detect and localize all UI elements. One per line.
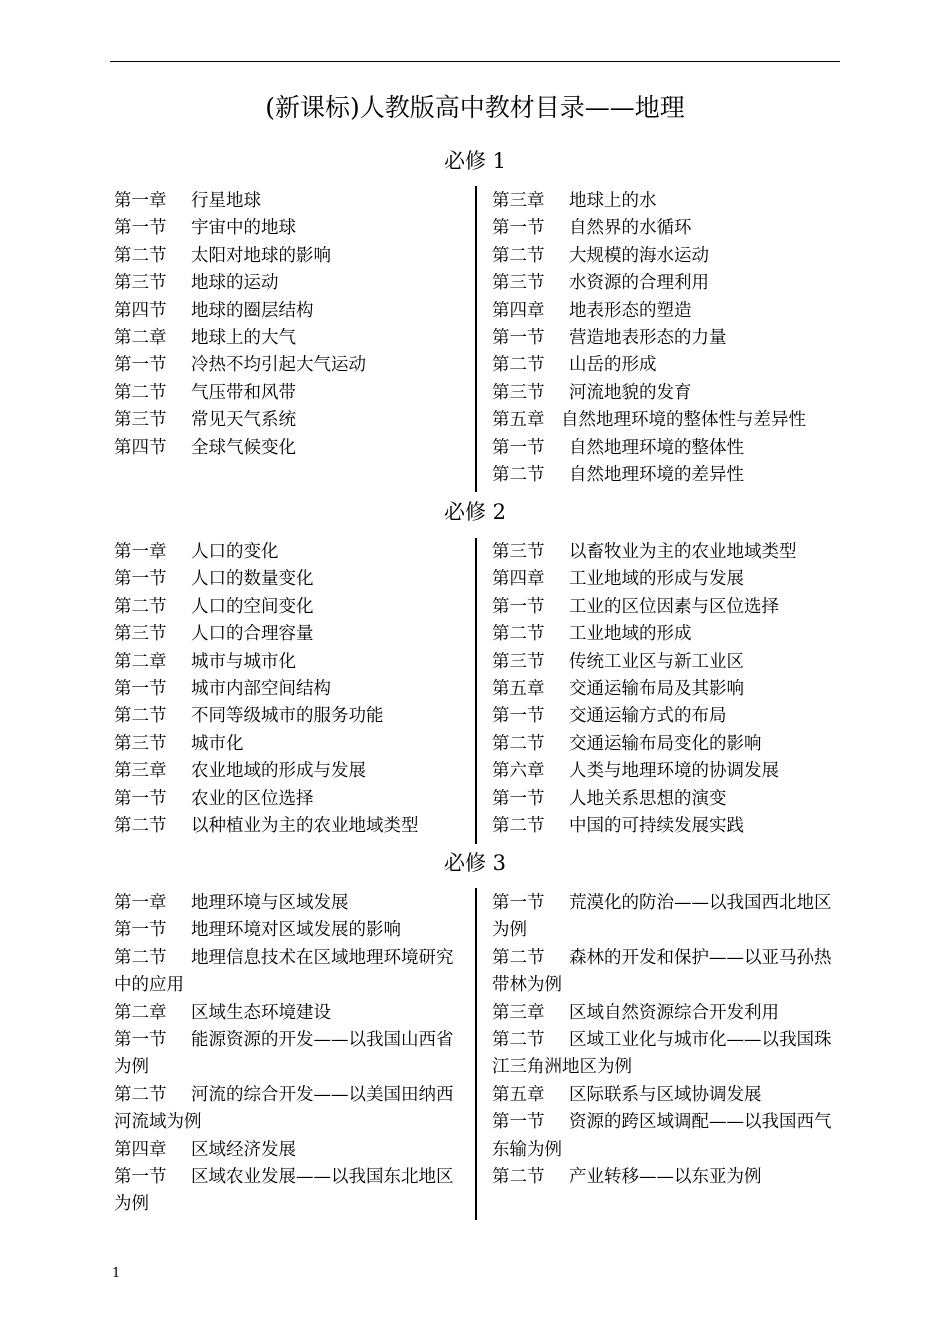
toc-entry: 第三节 传统工业区与新工业区 bbox=[492, 651, 744, 672]
header-rule bbox=[110, 61, 840, 62]
toc-entry: 第一章 地理环境与区域发展 bbox=[114, 893, 349, 913]
toc-entry: 第五章 自然地理环境的整体性与差异性 bbox=[492, 410, 806, 431]
toc-entry: 第四章 区域经济发展 bbox=[114, 1139, 296, 1160]
toc-entry: 第一章 人口的变化 bbox=[114, 542, 279, 562]
toc-entry: 第一节 农业的区位选择 bbox=[114, 788, 314, 809]
toc-entry: 第三节 地球的运动 bbox=[114, 273, 279, 294]
section-3-right-column bbox=[492, 890, 838, 1191]
toc-entry: 第一节 荒漠化的防治——以我国西北地区为例 bbox=[492, 893, 832, 941]
toc-entry: 第二章 地球上的大气 bbox=[114, 328, 296, 349]
toc-entry: 第二节 以种植业为主的农业地域类型 bbox=[114, 816, 419, 837]
toc-entry: 第一节 人口的数量变化 bbox=[114, 569, 314, 590]
toc-entry: 第二节 森林的开发和保护——以亚马孙热带林为例 bbox=[492, 947, 832, 996]
toc-entry: 第六章 人类与地理环境的协调发展 bbox=[492, 761, 779, 782]
toc-entry: 第二节 气压带和风带 bbox=[114, 382, 296, 403]
toc-entry: 第一节 冷热不均引起大气运动 bbox=[114, 355, 366, 376]
toc-entry: 第二节 交通运输布局变化的影响 bbox=[492, 733, 762, 754]
toc-entry: 第二节 不同等级城市的服务功能 bbox=[114, 706, 384, 727]
section-heading-1: 必修 1 bbox=[443, 149, 507, 173]
toc-entry: 第五章 区际联系与区域协调发展 bbox=[492, 1084, 762, 1105]
toc-entry: 第五章 交通运输布局及其影响 bbox=[492, 679, 744, 700]
section-3-left-column bbox=[114, 890, 460, 1219]
toc-entry: 第一节 营造地表形态的力量 bbox=[492, 328, 727, 349]
toc-entry: 第二节 地理信息技术在区域地理环境研究中的应用 bbox=[114, 947, 454, 996]
toc-entry: 第三章 区域自然资源综合开发利用 bbox=[492, 1002, 779, 1023]
toc-entry: 第二章 城市与城市化 bbox=[114, 651, 296, 672]
toc-entry: 第一节 能源资源的开发——以我国山西省为例 bbox=[114, 1030, 454, 1078]
toc-entry: 第三节 城市化 bbox=[114, 733, 244, 754]
toc-entry: 第四节 全球气候变化 bbox=[114, 437, 296, 458]
toc-entry: 第三节 以畜牧业为主的农业地域类型 bbox=[492, 542, 797, 562]
toc-entry: 第一节 自然界的水循环 bbox=[492, 218, 692, 239]
toc-entry: 第一节 城市内部空间结构 bbox=[114, 679, 331, 700]
toc-entry: 第二节 工业地域的形成 bbox=[492, 624, 692, 645]
toc-entry: 第四章 地表形态的塑造 bbox=[492, 300, 692, 321]
toc-entry: 第二节 人口的空间变化 bbox=[114, 596, 314, 617]
toc-entry: 第二章 区域生态环境建设 bbox=[114, 1002, 331, 1023]
section-heading-3: 必修 3 bbox=[443, 851, 507, 875]
section-2-left-column bbox=[114, 539, 474, 840]
toc-entry: 第二节 山岳的形成 bbox=[492, 355, 657, 376]
toc-entry: 第三节 水资源的合理利用 bbox=[492, 273, 709, 294]
toc-entry: 第二节 产业转移——以东亚为例 bbox=[492, 1167, 762, 1188]
section-1-left-column bbox=[114, 188, 474, 462]
toc-entry: 第一节 人地关系思想的演变 bbox=[492, 788, 727, 809]
toc-entry: 第二节 大规模的海水运动 bbox=[492, 245, 709, 266]
page-number: 1 bbox=[112, 1266, 121, 1281]
toc-entry: 第一节 宇宙中的地球 bbox=[114, 218, 296, 239]
toc-entry: 第一节 地理环境对区域发展的影响 bbox=[114, 920, 401, 941]
section-heading-2: 必修 2 bbox=[443, 500, 507, 524]
toc-entry: 第一节 区域农业发展——以我国东北地区为例 bbox=[114, 1167, 454, 1215]
toc-entry: 第二节 区域工业化与城市化——以我国珠江三角洲地区为例 bbox=[492, 1030, 832, 1078]
page-title: (新课标)人教版高中教材目录——地理 bbox=[265, 93, 685, 122]
toc-entry: 第二节 河流的综合开发——以美国田纳西河流域为例 bbox=[114, 1084, 454, 1133]
toc-entry: 第二节 中国的可持续发展实践 bbox=[492, 816, 744, 837]
column-divider bbox=[475, 538, 477, 844]
toc-entry: 第三节 人口的合理容量 bbox=[114, 624, 314, 645]
toc-entry: 第一节 资源的跨区域调配——以我国西气东输为例 bbox=[492, 1112, 832, 1160]
toc-entry: 第一章 行星地球 bbox=[114, 191, 261, 211]
column-divider bbox=[475, 888, 477, 1220]
section-1-right-column bbox=[492, 188, 844, 489]
section-2-right-column bbox=[492, 539, 844, 840]
toc-entry: 第一节 工业的区位因素与区位选择 bbox=[492, 596, 779, 617]
toc-entry: 第二节 太阳对地球的影响 bbox=[114, 245, 331, 266]
toc-entry: 第一节 交通运输方式的布局 bbox=[492, 706, 727, 727]
toc-entry: 第二节 自然地理环境的差异性 bbox=[492, 465, 744, 486]
toc-entry: 第四章 工业地域的形成与发展 bbox=[492, 569, 744, 590]
column-divider bbox=[475, 186, 477, 492]
toc-entry: 第三章 地球上的水 bbox=[492, 191, 657, 211]
toc-entry: 第一节 自然地理环境的整体性 bbox=[492, 437, 744, 458]
toc-entry: 第三节 常见天气系统 bbox=[114, 410, 296, 431]
toc-entry: 第三章 农业地域的形成与发展 bbox=[114, 761, 366, 782]
toc-entry: 第四节 地球的圈层结构 bbox=[114, 300, 314, 321]
toc-entry: 第三节 河流地貌的发育 bbox=[492, 382, 692, 403]
